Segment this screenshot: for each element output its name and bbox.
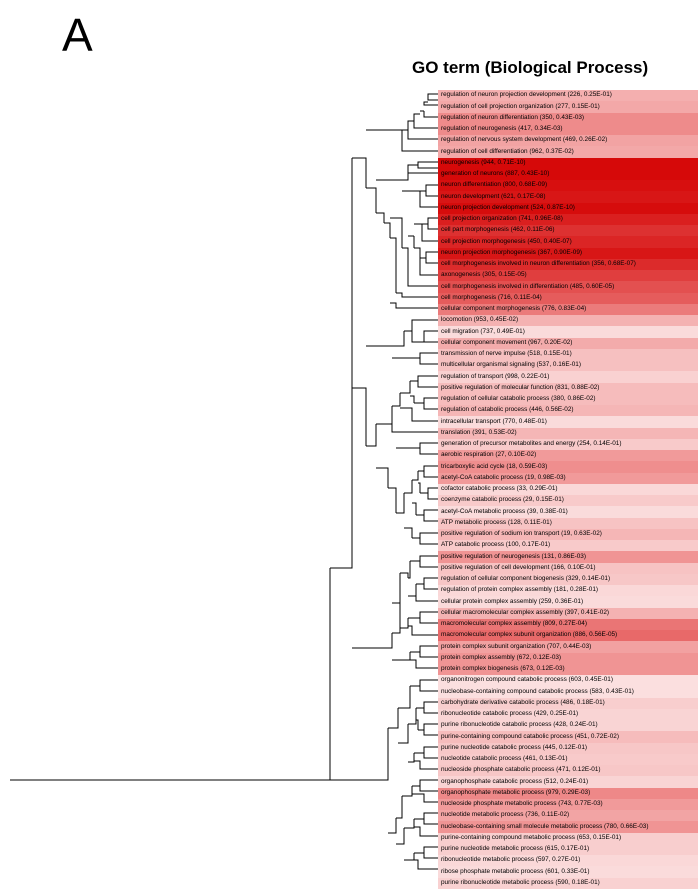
heatmap-row [438,506,698,517]
go-term-label: cellular component morphogenesis (776, 0.83E-04) [441,305,587,313]
go-term-label: cell projection organization (741, 0.96E-08) [441,215,563,223]
go-term-label: ribonucleotide metabolic process (597, 0.27E-01) [441,856,581,864]
heatmap-row [438,281,698,292]
heatmap-row [438,551,698,562]
go-term-label: regulation of cell projection organization (277, 0.15E-01) [441,102,600,110]
heatmap-row [438,349,698,360]
heatmap-row [438,158,698,169]
heatmap-row [438,225,698,236]
go-term-label: cofactor catabolic process (33, 0.29E-01) [441,485,558,493]
go-term-label: acetyl-CoA metabolic process (39, 0.38E-01) [441,507,568,515]
heatmap-row [438,641,698,652]
go-term-label: regulation of cellular component biogenesis (329, 0.14E-01) [441,575,611,583]
go-term-label: protein complex assembly (672, 0.12E-03) [441,653,562,661]
heatmap-row [438,788,698,799]
go-term-label: nucleobase-containing compound catabolic process (583, 0.43E-01) [441,687,634,695]
go-term-label: purine-containing compound metabolic process (653, 0.15E-01) [441,833,622,841]
heatmap-row [438,529,698,540]
go-term-label: macromolecular complex assembly (809, 0.27E-04) [441,620,587,628]
heatmap-row [438,664,698,675]
go-term-label: protein complex subunit organization (707, 0.44E-03) [441,642,592,650]
heatmap-row [438,754,698,765]
go-term-label: carbohydrate derivative catabolic process (486, 0.18E-01) [441,698,605,706]
go-term-label: neuron projection development (524, 0.87E-10) [441,203,575,211]
go-term-label: regulation of nervous system development (469, 0.26E-02) [441,136,608,144]
go-term-label: generation of neurons (887, 0.43E-10) [441,170,550,178]
heatmap-row [438,585,698,596]
go-term-label: cell morphogenesis involved in differentiation (485, 0.60E-05) [441,282,615,290]
heatmap-row [438,776,698,787]
go-term-label: cell morphogenesis (716, 0.11E-04) [441,293,542,301]
go-term-label: locomotion (953, 0.45E-02) [441,316,519,324]
heatmap-row [438,146,698,157]
heatmap-row [438,248,698,259]
heatmap-row [438,821,698,832]
heatmap-row [438,315,698,326]
go-term-label: purine-containing compound catabolic process (451, 0.72E-02) [441,732,619,740]
go-term-label: transmission of nerve impulse (518, 0.15E-01) [441,350,572,358]
heatmap-row [438,709,698,720]
go-term-label: cell part morphogenesis (462, 0.11E-06) [441,226,555,234]
heatmap-row [438,731,698,742]
heatmap-row [438,450,698,461]
heatmap-row [438,135,698,146]
heatmap-row [438,428,698,439]
go-term-label: positive regulation of molecular function (831, 0.88E-02) [441,383,600,391]
heatmap-row [438,563,698,574]
heatmap-row [438,304,698,315]
heatmap-row [438,180,698,191]
go-term-label: regulation of neurogenesis (417, 0.34E-03) [441,125,563,133]
heatmap-row [438,473,698,484]
go-term-label: generation of precursor metabolites and energy (254, 0.14E-01) [441,440,622,448]
go-term-label: organophosphate catabolic process (512, 0.24E-01) [441,777,589,785]
heatmap-row [438,484,698,495]
go-term-label: regulation of cellular catabolic process (380, 0.86E-02) [441,395,596,403]
heatmap-row [438,191,698,202]
heatmap-row [438,698,698,709]
go-term-label: protein complex biogenesis (673, 0.12E-03) [441,665,565,673]
panel-label: A [62,9,93,61]
heatmap-row [438,90,698,101]
go-term-label: nucleobase-containing small molecule metabolic process (780, 0.66E-03) [441,822,649,830]
go-term-label: acetyl-CoA catabolic process (19, 0.98E-03) [441,473,566,481]
heatmap-row [438,416,698,427]
go-term-label: nucleoside phosphate metabolic process (743, 0.77E-03) [441,800,603,808]
go-term-label: nucleotide metabolic process (736, 0.11E-02) [441,811,570,819]
go-term-label: axonogenesis (305, 0.15E-05) [441,271,527,279]
heatmap-row [438,743,698,754]
heatmap-row [438,338,698,349]
heatmap-row [438,405,698,416]
heatmap-row [438,619,698,630]
go-term-label: ribose phosphate metabolic process (601, 0.33E-01) [441,867,590,875]
go-term-label: regulation of cell differentiation (962, 0.37E-02) [441,147,574,155]
heatmap-row [438,259,698,270]
go-term-label: neurogenesis (944, 0.71E-10) [441,158,526,166]
go-term-label: regulation of neuron differentiation (350, 0.43E-03) [441,113,585,121]
go-term-label: neuron projection morphogenesis (367, 0.90E-09) [441,248,583,256]
heatmap-row [438,371,698,382]
heatmap-row [438,686,698,697]
go-term-label: cell projection morphogenesis (450, 0.40E-07) [441,237,572,245]
go-term-label: cell migration (737, 0.49E-01) [441,327,525,335]
heatmap-row [438,574,698,585]
heatmap-row [438,236,698,247]
heatmap-row [438,675,698,686]
go-term-label: regulation of protein complex assembly (181, 0.28E-01) [441,586,599,594]
go-term-label: macromolecular complex subunit organization (886, 0.56E-05) [441,631,618,639]
go-term-label: organonitrogen compound catabolic process (603, 0.45E-01) [441,676,613,684]
heatmap-row [438,270,698,281]
go-term-label: purine ribonucleotide metabolic process (590, 0.18E-01) [441,878,600,886]
go-term-label: purine nucleotide metabolic process (615, 0.17E-01) [441,845,590,853]
go-term-label: coenzyme catabolic process (29, 0.15E-01) [441,496,564,504]
heatmap-row [438,540,698,551]
go-term-label: aerobic respiration (27, 0.10E-02) [441,451,537,459]
heatmap-row [438,461,698,472]
heatmap-row [438,833,698,844]
go-term-label: intracellular transport (770, 0.48E-01) [441,417,547,425]
go-term-label: ATP metabolic process (128, 0.11E-01) [441,518,552,526]
heatmap-row [438,113,698,124]
heatmap-row [438,866,698,877]
go-term-label: purine nucleotide catabolic process (445, 0.12E-01) [441,743,588,751]
heatmap-row [438,765,698,776]
go-term-label: cellular macromolecular complex assembly (397, 0.41E-02) [441,608,610,616]
heatmap-row [438,608,698,619]
heatmap-row [438,293,698,304]
go-term-label: multicellular organismal signaling (537, 0.16E-01) [441,361,581,369]
go-term-label: positive regulation of neurogenesis (131, 0.86E-03) [441,552,586,560]
go-term-label: positive regulation of cell development (166, 0.10E-01) [441,563,596,571]
heatmap-row [438,360,698,371]
heatmap-row [438,844,698,855]
go-term-label: ribonucleotide catabolic process (429, 0.25E-01) [441,710,579,718]
go-term-label: cell morphogenesis involved in neuron differentiation (356, 0.68E-07) [441,260,636,268]
dendrogram-tree [0,88,440,878]
heatmap-row [438,326,698,337]
go-term-label: neuron development (621, 0.17E-08) [441,192,546,200]
heatmap-row [438,439,698,450]
heatmap-row [438,203,698,214]
heatmap-row [438,394,698,405]
heatmap-label-column [438,88,700,886]
heatmap-row [438,596,698,607]
heatmap-row [438,878,698,889]
heatmap-row [438,124,698,135]
go-term-label: nucleotide catabolic process (461, 0.13E-01) [441,755,568,763]
heatmap-row [438,518,698,529]
heatmap-row [438,810,698,821]
dendrogram-heatmap-plot [0,88,700,886]
go-term-label: cellular component movement (967, 0.20E-02) [441,338,573,346]
go-term-label: nucleoside phosphate catabolic process (471, 0.12E-01) [441,766,601,774]
heatmap-row [438,495,698,506]
heatmap-row [438,214,698,225]
heatmap-row [438,383,698,394]
heatmap-row [438,720,698,731]
go-term-label: organophosphate metabolic process (979, 0.29E-03) [441,788,591,796]
go-term-label: purine ribonucleotide catabolic process (428, 0.24E-01) [441,721,598,729]
heatmap-row [438,855,698,866]
heatmap-row [438,101,698,112]
go-term-label: regulation of transport (998, 0.22E-01) [441,372,550,380]
go-term-label: translation (391, 0.53E-02) [441,428,517,436]
heatmap-row [438,630,698,641]
go-term-label: regulation of catabolic process (446, 0.56E-02) [441,406,574,414]
go-term-label: tricarboxylic acid cycle (18, 0.59E-03) [441,462,548,470]
go-term-label: ATP catabolic process (100, 0.17E-01) [441,541,551,549]
go-term-label: positive regulation of sodium ion transport (19, 0.63E-02) [441,530,602,538]
heatmap-row [438,799,698,810]
heatmap-row [438,169,698,180]
heatmap-row [438,653,698,664]
go-term-label: neuron differentiation (800, 0.68E-09) [441,181,548,189]
go-term-label: cellular protein complex assembly (259, 0.36E-01) [441,597,584,605]
chart-title: GO term (Biological Process) [412,58,649,77]
go-term-label: regulation of neuron projection development (226, 0.25E-01) [441,91,612,99]
